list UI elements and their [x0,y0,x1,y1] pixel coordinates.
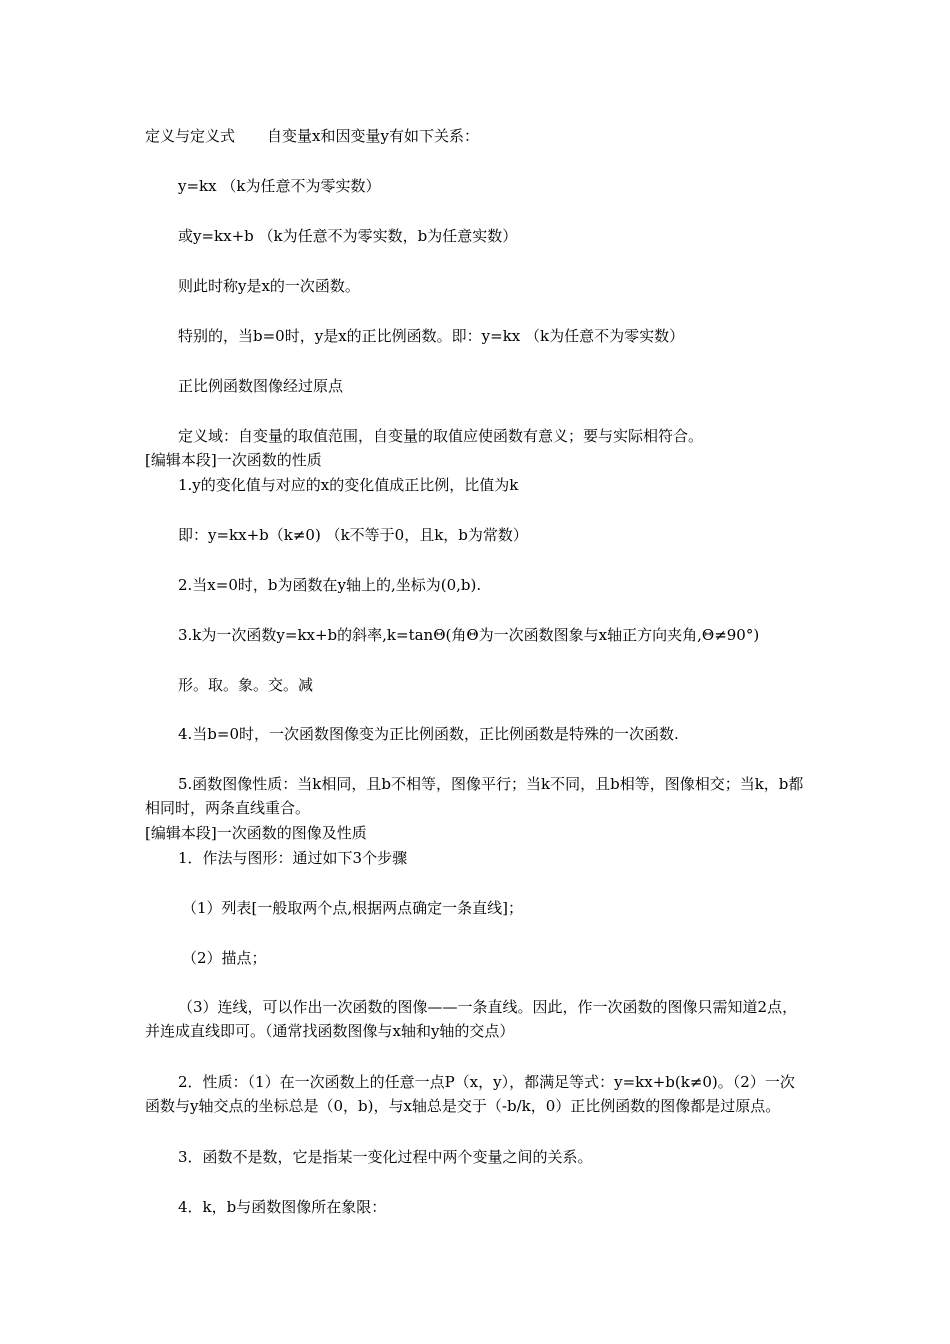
graph-item: 3．函数不是数，它是指某一变化过程中两个变量之间的关系。 [178,1148,593,1166]
property-item: 3.k为一次函数y=kx+b的斜率,k=tanΘ(角Θ为一次函数图象与x轴正方向夹角,Θ≠90°) [178,626,760,644]
graph-item: （2）描点； [182,949,267,967]
definition-line: 特别的，当b=0时，y是x的正比例函数。即：y=kx （k为任意不为零实数） [178,327,685,345]
graph-item: （3）连线，可以作出一次函数的图像——一条直线。因此，作一次函数的图像只需知道2点，并连成直线即可。（通常找函数图像与x轴和y轴的交点） [145,998,798,1040]
property-item: 1.y的变化值与对应的x的变化值成正比例，比值为k [178,476,519,494]
property-item: 5.函数图像性质：当k相同，且b不相等，图像平行；当k不同，且b相等，图像相交；当k，b都相同时，两条直线重合。 [145,775,804,817]
property-item: 4.当b=0时，一次函数图像变为正比例函数，正比例函数是特殊的一次函数. [178,725,679,743]
section-heading-properties: [编辑本段]一次函数的性质 [145,451,322,469]
intro-line [145,125,479,147]
definition-line: 或y=kx+b （k为任意不为零实数，b为任意实数） [178,227,518,245]
intro-text: 自变量x和因变量y有如下关系： [267,127,479,145]
graph-item: 2．性质：（1）在一次函数上的任意一点P（x，y），都满足等式：y=kx+b(k≠0)。（2）一次函数与y轴交点的坐标总是（0，b)，与x轴总是交于（-b/k，0）正比例函数的图像都是过原点。 [145,1073,795,1115]
definition-line: y=kx （k为任意不为零实数） [178,177,381,195]
graph-item: 4．k，b与函数图像所在象限： [178,1198,387,1216]
intro-label: 定义与定义式 [145,127,236,145]
graph-item: （1）列表[一般取两个点,根据两点确定一条直线]； [182,899,524,917]
graph-item: 1．作法与图形：通过如下3个步骤 [178,849,408,867]
definition-line: 定义域：自变量的取值范围，自变量的取值应使函数有意义；要与实际相符合。 [178,427,704,445]
section-heading-graph: [编辑本段]一次函数的图像及性质 [145,824,367,842]
definition-line: 则此时称y是x的一次函数。 [178,277,360,295]
definition-line: 正比例函数图像经过原点 [178,377,344,395]
property-item: 形。取。象。交。减 [178,676,314,694]
property-item: 即：y=kx+b（k≠0) （k不等于0，且k，b为常数） [178,526,528,544]
property-item: 2.当x=0时，b为函数在y轴上的,坐标为(0,b). [178,576,482,594]
